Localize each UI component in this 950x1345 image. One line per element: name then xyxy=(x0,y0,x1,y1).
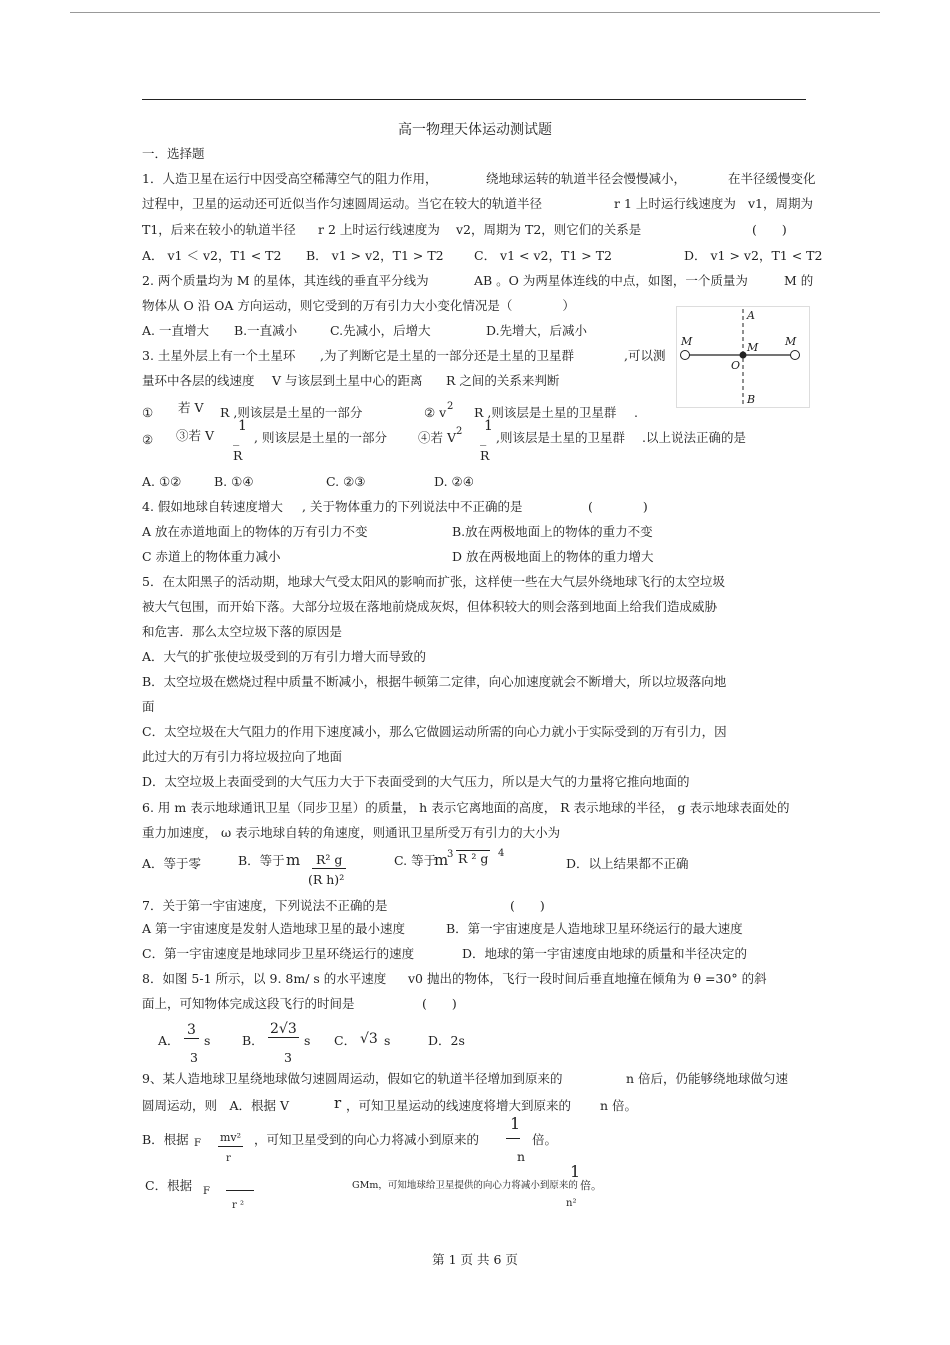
q7-option-a: A 第一宇宙速度是发射人造地球卫星的最小速度 xyxy=(142,921,406,936)
q3-line2b: V 与该层到土星中心的距离 xyxy=(272,373,423,388)
q2-line1b: AB 。O 为两星体连线的中点，如图，一个质量为 xyxy=(474,273,748,288)
label-o: O xyxy=(731,359,741,372)
q1-option-d: D． v1 > v2，T1 < T2 xyxy=(684,248,823,263)
q3-stmt3-r: R xyxy=(233,448,243,463)
star-right xyxy=(791,351,800,360)
q3-stmt3-a: ③若 V xyxy=(176,428,215,443)
q9-option-c-den: r ² xyxy=(232,1200,244,1211)
q7-option-d: D．地球的第一宇宙速度由地球的质量和半径决定的 xyxy=(462,946,748,961)
q6-option-c-root: R ² g xyxy=(458,851,489,866)
label-a: A xyxy=(747,309,755,322)
q4-option-a: A 放在赤道地面上的物体的万有引力不变 xyxy=(142,524,368,539)
q3-stmt2-a: ② v xyxy=(424,405,447,420)
q4-answer-paren: ( ) xyxy=(588,499,648,514)
q5-option-c2: 此过大的万有引力将垃圾拉向了地面 xyxy=(142,749,343,764)
q9-option-b-bar xyxy=(506,1138,520,1139)
q3-stmt1-num: ① xyxy=(142,405,154,420)
q9-line1: 9、某人造地球卫星绕地球做匀速圆周运动，假如它的轨道半径增加到原来的 xyxy=(142,1071,563,1086)
label-m-center: M xyxy=(747,341,759,354)
q9-option-b-den: r xyxy=(226,1153,231,1164)
q3-line1c: ,可以测 xyxy=(624,348,666,363)
q1-option-a: A． v1 ＜ v2，T1 < T2 xyxy=(142,248,282,263)
q9-line2-r: r xyxy=(334,1094,342,1112)
q2-option-d: D.先增大，后减小 xyxy=(486,323,588,338)
q3-stmt4-r: R xyxy=(480,448,490,463)
q9-line2c: ，可知卫星运动的线速度将增大到原来的 xyxy=(346,1098,572,1113)
q8-line1b: v0 抛出的物体，飞行一段时间后垂直地撞在倾角为 θ =30° 的斜 xyxy=(408,971,767,986)
q3-option-c: C. ②③ xyxy=(326,474,366,489)
q5-option-a: A．大气的扩张使垃圾受到的万有引力增大而导致的 xyxy=(142,649,427,664)
q8-line2: 面上，可知物体完成这段飞行的时间是 xyxy=(142,996,355,1011)
q3-stmt1-b: R ,则该层是土星的一部分 xyxy=(220,405,363,420)
q3-option-d: D. ②④ xyxy=(434,474,474,489)
q1-line3: T1，后来在较小的轨道半径 xyxy=(142,222,296,237)
q3-stmt4-a: ④若 V xyxy=(418,430,457,445)
q6-option-c-sup: 3 xyxy=(447,849,454,860)
q3-stmt4-bar: _ xyxy=(480,431,487,446)
q3-stmt4-b: ,则该层是土星的卫星群 xyxy=(496,430,625,445)
q7-option-b: B．第一宇宙速度是人造地球卫星环绕运行的最大速度 xyxy=(446,921,743,936)
q1-option-b: B． v1 > v2，T1 > T2 xyxy=(306,248,444,263)
q8-option-c-unit: s xyxy=(384,1033,391,1048)
q1-line2: 过程中，卫星的运动还可近似当作匀速圆周运动。当它在较大的轨道半径 xyxy=(142,196,543,211)
page-title: 高一物理天体运动测试题 xyxy=(398,122,552,138)
q1-line3b: r 2 上时运行线速度为 xyxy=(318,222,440,237)
q1-line1b: 绕地球运转的轨道半径会慢慢减小， xyxy=(486,171,687,186)
q6-option-b: B．等于 xyxy=(238,853,285,868)
q3-stmt2-dot: . xyxy=(634,405,638,420)
q4-option-c: C 赤道上的物体重力减小 xyxy=(142,549,281,564)
q3-stmt3-num: ② xyxy=(142,432,154,447)
q8-option-a-unit: s xyxy=(204,1033,211,1048)
q1-answer-paren: ( ) xyxy=(752,222,787,237)
q8-option-b-unit: s xyxy=(304,1033,311,1048)
q4-option-b: B.放在两极地面上的物体的重力不变 xyxy=(452,524,653,539)
q3-line1: 3. 土星外层上有一个土星环 xyxy=(142,348,296,363)
q6-option-c-sup4: 4 xyxy=(498,848,505,859)
q3-stmt4-sup: 2 xyxy=(456,426,463,437)
q8-option-a-den: 3 xyxy=(190,1050,198,1065)
q9-option-b-f: F xyxy=(194,1138,201,1149)
q3-line2: 量环中各层的线速度 xyxy=(142,373,255,388)
q9-option-b-one: 1 xyxy=(510,1114,521,1133)
q3-stmt4-num1: 1 xyxy=(484,418,493,434)
q9-option-b-n: n xyxy=(517,1149,526,1164)
q3-stmt2-b: R ,则该层是土星的卫星群 xyxy=(474,405,617,420)
q3-line2c: R 之间的关系来判断 xyxy=(446,373,560,388)
q4-line1: 4. 假如地球自转速度增大 xyxy=(142,499,283,514)
q3-line1b: ,为了判断它是土星的一部分还是土星的卫星群 xyxy=(320,348,574,363)
q1-line2c: v1，周期为 xyxy=(748,196,814,211)
q1-line3c: v2，周期为 T2，则它们的关系是 xyxy=(456,222,642,237)
q5-option-b2: 面 xyxy=(142,699,155,714)
q9-option-b-text: ，可知卫星受到的向心力将减小到原来的 xyxy=(254,1132,480,1147)
q6-option-c-m: m xyxy=(434,851,449,869)
q5-option-c1: C．太空垃圾在大气阻力的作用下速度减小，那么它做圆运动所需的向心力就小于实际受到的万有引力，因 xyxy=(142,724,727,739)
q5-option-d: D．太空垃圾上表面受到的大气压力大于下表面受到的大气压力，所以是大气的力量将它推向地面的 xyxy=(142,774,690,789)
page-footer: 第 1 页 共 6 页 xyxy=(432,1252,518,1267)
q1-line1: 1．人造卫星在运行中因受高空稀薄空气的阻力作用， xyxy=(142,171,438,186)
q7-line1: 7．关于第一宇宙速度，下列说法不正确的是 xyxy=(142,898,388,913)
q5-option-b1: B．太空垃圾在燃烧过程中质量不断减小，根据牛顿第二定律，向心加速度就会不断增大，所以垃圾落向地 xyxy=(142,674,727,689)
q2-option-b: B.一直减小 xyxy=(234,323,298,338)
section-heading: 一．选择题 xyxy=(142,146,205,161)
q6-option-c: C. 等于 xyxy=(394,853,437,868)
q9-line2: 圆周运动，则 A．根据 V xyxy=(142,1098,290,1113)
q5-line2: 被大气包围，而开始下落。大部分垃圾在落地前烧成灰烬，但体积较大的则会落到地面上给我们造成威胁 xyxy=(142,599,718,614)
q8-option-d: D．2s xyxy=(428,1033,465,1048)
q4-line1b: , 关于物体重力的下列说法中不正确的是 xyxy=(302,499,523,514)
mass-at-o xyxy=(740,352,747,359)
q5-line1: 5．在太阳黑子的活动期，地球大气受太阳风的影响而扩张，这样使一些在大气层外绕地球飞行的太空垃圾 xyxy=(142,574,725,589)
label-b: B xyxy=(747,393,756,406)
q3-option-a: A. ①② xyxy=(142,474,182,489)
figure-diagram xyxy=(677,307,809,407)
q9-line2d: n 倍。 xyxy=(600,1098,638,1113)
q8-option-b-label: B． xyxy=(242,1033,264,1048)
q5-line3: 和危害．那么太空垃圾下落的原因是 xyxy=(142,624,343,639)
q9-option-c-f: F xyxy=(203,1186,210,1197)
header-rule xyxy=(142,99,806,100)
q1-option-c: C． v1 < v2，T1 > T2 xyxy=(474,248,612,263)
q9-option-c-one: 1 xyxy=(570,1162,581,1181)
top-rule xyxy=(70,12,880,13)
q3-stmt4-c: .以上说法正确的是 xyxy=(642,430,746,445)
q7-option-c: C．第一宇宙速度是地球同步卫星环绕运行的速度 xyxy=(142,946,415,961)
q3-stmt1-a: 若 V xyxy=(178,400,204,415)
q6-option-b-den: (R h)² xyxy=(308,872,345,887)
q1-line1c: 在半径缓慢变化 xyxy=(728,171,816,186)
q2-option-c: C.先减小，后增大 xyxy=(330,323,431,338)
q9-option-b: B．根据 xyxy=(142,1132,189,1147)
q6-option-b-num: R² g xyxy=(312,852,346,869)
q3-stmt3-num1: 1 xyxy=(238,418,247,434)
two-star-figure xyxy=(676,306,810,408)
q8-option-a-label: A． xyxy=(158,1033,180,1048)
q8-line1: 8．如图 5-1 所示，以 9. 8m/ s 的水平速度 xyxy=(142,971,387,986)
q6-option-a: A．等于零 xyxy=(142,856,202,871)
q9-option-c: C．根据 xyxy=(145,1178,193,1193)
q2-option-a: A. 一直增大 xyxy=(142,323,209,338)
q8-answer-paren: ( ) xyxy=(422,996,457,1011)
q2-line2: 物体从 O 沿 OA 方向运动，则它受到的万有引力大小变化情况是（ ） xyxy=(142,298,575,313)
q6-option-d: D．以上结果都不正确 xyxy=(566,856,689,871)
q9-option-c-text: GMm，可知地球给卫星提供的向心力将减小到原来的 xyxy=(352,1180,578,1191)
q3-stmt3-bar: _ xyxy=(233,431,240,446)
star-left xyxy=(681,351,690,360)
q9-option-b-suffix: 倍。 xyxy=(532,1132,558,1147)
q9-option-b-num: mv² xyxy=(218,1130,243,1147)
q4-option-d: D 放在两极地面上的物体的重力增大 xyxy=(452,549,654,564)
label-m-right: M xyxy=(785,335,797,348)
q3-stmt2-sup: 2 xyxy=(447,401,454,412)
q8-option-b-num: 2√3 xyxy=(270,1021,297,1037)
q7-answer-paren: ( ) xyxy=(510,898,545,913)
q8-option-a-num: 3 xyxy=(184,1022,199,1039)
q3-stmt3-b: , 则该层是土星的一部分 xyxy=(254,430,387,445)
q9-option-c-suffix: 倍。 xyxy=(580,1179,602,1192)
q6-option-b-m: m xyxy=(286,851,301,869)
q9-line1b: n 倍后，仍能够绕地球做匀速 xyxy=(626,1071,789,1086)
q3-option-b: B. ①④ xyxy=(214,474,254,489)
q2-line1: 2. 两个质量均为 M 的星体，其连线的垂直平分线为 xyxy=(142,273,429,288)
q9-option-c-n2: n² xyxy=(566,1198,577,1209)
q1-line2b: r 1 上时运行线速度为 xyxy=(614,196,736,211)
q6-line2: 重力加速度， ω 表示地球自转的角速度，则通讯卫星所受万有引力的大小为 xyxy=(142,825,561,840)
label-m-left: M xyxy=(681,335,693,348)
q2-line1c: M 的 xyxy=(784,273,814,288)
q6-line1: 6. 用 m 表示地球通讯卫星（同步卫星）的质量， h 表示它离地面的高度， R 表示地球的半径， g 表示地球表面处的 xyxy=(142,800,790,815)
q8-option-c-val: √3 xyxy=(360,1031,378,1047)
q8-option-b-den: 3 xyxy=(284,1050,292,1065)
q8-option-c-label: C． xyxy=(334,1033,357,1048)
q9-option-c-bar xyxy=(226,1190,254,1191)
